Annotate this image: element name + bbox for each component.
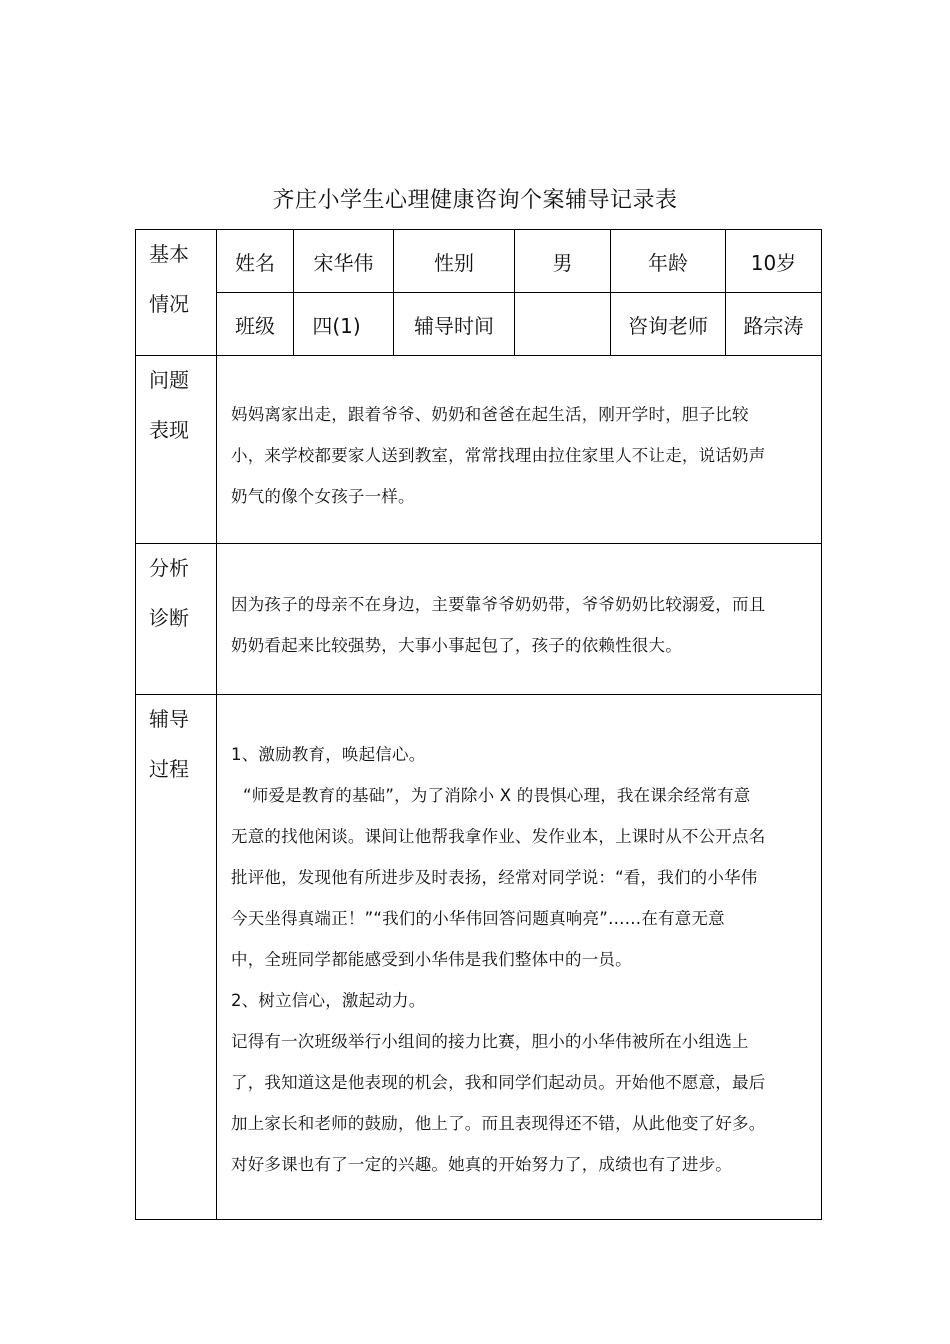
analysis-description <box>231 584 819 666</box>
process-line: “师爱是教育的基础”，为了消除小 X 的畏惧心理，我在课余经常有意 <box>243 786 751 805</box>
section-divider-3 <box>135 694 822 695</box>
analysis-line: 奶奶看起来比较强势，大事小事起包了，孩子的依赖性很大。 <box>231 636 682 655</box>
problem-label-line-1: 问题 <box>149 368 189 392</box>
analysis-label-line-2: 诊断 <box>149 606 189 630</box>
document-title: 齐庄小学生心理健康咨询个案辅导记录表 <box>272 188 678 213</box>
problem-section-label <box>149 355 189 455</box>
section-divider-1 <box>135 355 822 356</box>
counseling-time-value <box>515 293 610 355</box>
process-line: 了，我知道这是他表现的机会，我和同学们起动员。开始他不愿意，最后 <box>231 1073 766 1092</box>
problem-line: 奶气的像个女孩子一样。 <box>231 487 415 506</box>
process-label-line-2: 过程 <box>149 757 189 781</box>
process-line: 加上家长和老师的鼓励，他上了。而且表现得还不错，从此他变了好多。 <box>231 1114 766 1133</box>
problem-line: 小，来学校都要家人送到教室，常常找理由拉住家里人不让走，说话奶声 <box>231 446 766 465</box>
name-label: 姓名 <box>235 250 275 275</box>
record-table <box>135 229 822 1220</box>
process-line: 记得有一次班级举行小组间的接力比赛，胆小的小华伟被所在小组选上 <box>231 1032 749 1051</box>
gender-value: 男 <box>552 250 573 275</box>
name-value: 宋华伟 <box>313 250 374 275</box>
age-label: 年龄 <box>648 250 688 275</box>
table-border-bottom <box>135 1219 822 1220</box>
process-line: 中，全班同学都能感受到小华伟是我们整体中的一员。 <box>231 950 632 969</box>
process-line: 1、激励教育，唤起信心。 <box>231 745 426 764</box>
process-line: 无意的找他闲谈。课间让他帮我拿作业、发作业本，上课时从不公开点名 <box>231 827 766 846</box>
problem-line: 妈妈离家出走，跟着爷爷、奶奶和爸爸在起生活，刚开学时，胆子比较 <box>231 405 749 424</box>
process-section-label <box>149 694 189 794</box>
table-border-left <box>135 229 136 1220</box>
basic-section-label-line-1: 基本 <box>149 242 189 266</box>
basic-section-label <box>149 229 189 329</box>
process-label-line-1: 辅导 <box>149 707 189 731</box>
section-divider-2 <box>135 543 822 544</box>
problem-label-line-2: 表现 <box>149 418 189 442</box>
teacher-label: 咨询老师 <box>628 313 708 338</box>
problem-description <box>231 394 819 517</box>
teacher-value: 路宗涛 <box>743 313 804 338</box>
process-line: 今天坐得真端正！”“我们的小华伟回答问题真响亮”……在有意无意 <box>231 909 725 928</box>
analysis-line: 因为孩子的母亲不在身边，主要靠爷爷奶奶带，爷爷奶奶比较溺爱，而且 <box>231 595 766 614</box>
analysis-label-line-1: 分析 <box>149 556 189 580</box>
class-value: 四(1) <box>312 313 361 338</box>
counseling-time-label: 辅导时间 <box>414 313 494 338</box>
process-line: 2、树立信心，激起动力。 <box>231 991 426 1010</box>
gender-label: 性别 <box>434 250 474 275</box>
basic-section-label-line-2: 情况 <box>149 292 189 316</box>
process-description <box>231 734 819 1185</box>
process-line: 对好多课也有了一定的兴趣。她真的开始努力了，成绩也有了进步。 <box>231 1155 732 1174</box>
class-label: 班级 <box>235 313 275 338</box>
label-column-divider <box>216 229 217 1220</box>
age-value: 10岁 <box>750 250 797 275</box>
process-line: 批评他，发现他有所进步及时表扬，经常对同学说：“看，我们的小华伟 <box>231 868 758 887</box>
analysis-section-label <box>149 543 189 643</box>
table-border-right <box>821 229 822 1220</box>
